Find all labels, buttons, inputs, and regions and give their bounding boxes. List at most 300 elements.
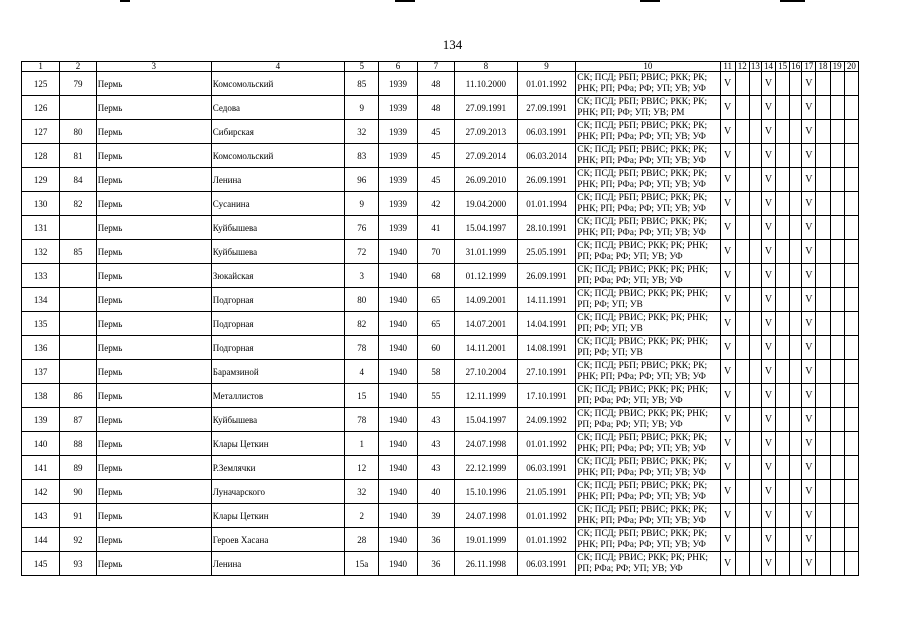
mark-cell-11: V [720, 240, 735, 264]
date2-cell: 01.01.1992 [517, 72, 576, 96]
mark-cell-12 [735, 96, 749, 120]
codes-line: СК; ПСД; РБП; РВИС; РКК; РК; [577, 456, 708, 467]
date2-cell: 14.08.1991 [517, 336, 576, 360]
mark-cell-13 [749, 192, 761, 216]
mark-cell-19 [830, 312, 844, 336]
mark-cell-19 [830, 456, 844, 480]
mark-cell-19 [830, 216, 844, 240]
mark-cell-13 [749, 312, 761, 336]
row-number: 128 [22, 144, 60, 168]
codes-cell [576, 336, 720, 360]
column-header-5: 5 [345, 62, 379, 72]
column-header-15: 15 [776, 62, 790, 72]
value-cell: 70 [417, 240, 454, 264]
codes-cell [576, 408, 720, 432]
secondary-number: 93 [60, 552, 96, 576]
mark-cell-12 [735, 336, 749, 360]
column-header-19: 19 [830, 62, 844, 72]
city-cell: Пермь [96, 192, 211, 216]
register-rows [22, 72, 859, 576]
street-cell: Героев Хасана [211, 528, 344, 552]
mark-cell-13 [749, 456, 761, 480]
codes-line: СК; ПСД; РБП; РВИС; РКК; РК; [577, 120, 708, 131]
mark-cell-20 [844, 384, 858, 408]
house-number-cell: 4 [345, 360, 379, 384]
column-header-20: 20 [844, 62, 858, 72]
row-number: 140 [22, 432, 60, 456]
column-header-12: 12 [735, 62, 749, 72]
year-cell: 1940 [379, 360, 417, 384]
mark-cell-20 [844, 192, 858, 216]
mark-cell-11: V [720, 216, 735, 240]
year-cell: 1939 [379, 120, 417, 144]
mark-cell-11: V [720, 480, 735, 504]
mark-cell-16 [790, 408, 802, 432]
row-number: 142 [22, 480, 60, 504]
secondary-number [60, 216, 96, 240]
mark-cell-16 [790, 240, 802, 264]
mark-cell-11: V [720, 168, 735, 192]
date2-cell: 21.05.1991 [517, 480, 576, 504]
column-header-10: 10 [576, 62, 720, 72]
codes-line: СК; ПСД; РБП; РВИС; РКК; РК; [577, 360, 708, 371]
mark-cell-17: V [802, 456, 816, 480]
value-cell: 36 [417, 552, 454, 576]
street-cell: Куйбышева [211, 240, 344, 264]
mark-cell-19 [830, 552, 844, 576]
mark-cell-13 [749, 240, 761, 264]
city-cell: Пермь [96, 288, 211, 312]
year-cell: 1940 [379, 240, 417, 264]
date2-cell: 26.09.1991 [517, 264, 576, 288]
mark-cell-17: V [802, 552, 816, 576]
house-number-cell: 9 [345, 96, 379, 120]
mark-cell-11: V [720, 192, 735, 216]
street-cell: Седова [211, 96, 344, 120]
mark-cell-14: V [761, 72, 775, 96]
table-row [22, 96, 859, 120]
date2-cell: 26.09.1991 [517, 168, 576, 192]
mark-cell-12 [735, 408, 749, 432]
value-cell: 60 [417, 336, 454, 360]
row-number: 135 [22, 312, 60, 336]
codes-line: СК; ПСД; РБП; РВИС; РКК; РК; [577, 504, 708, 515]
row-number: 139 [22, 408, 60, 432]
codes-line: СК; ПСД; РБП; РВИС; РКК; РК; [577, 432, 708, 443]
codes-line: РНК; РП; РФа; РФ; УП; УВ; УФ [577, 491, 706, 502]
codes-line: СК; ПСД; РБП; РВИС; РКК; РК; [577, 480, 708, 491]
table-row [22, 408, 859, 432]
secondary-number: 87 [60, 408, 96, 432]
secondary-number [60, 336, 96, 360]
mark-cell-15 [776, 216, 790, 240]
value-cell: 48 [417, 72, 454, 96]
codes-line: СК; ПСД; РВИС; РКК; РК; РНК; [577, 240, 708, 251]
mark-cell-19 [830, 384, 844, 408]
year-cell: 1940 [379, 480, 417, 504]
mark-cell-13 [749, 360, 761, 384]
column-header-3: 3 [96, 62, 211, 72]
mark-cell-12 [735, 240, 749, 264]
mark-cell-16 [790, 336, 802, 360]
mark-cell-15 [776, 168, 790, 192]
column-header-8: 8 [455, 62, 518, 72]
house-number-cell: 1 [345, 432, 379, 456]
mark-cell-20 [844, 312, 858, 336]
row-number: 129 [22, 168, 60, 192]
codes-cell [576, 528, 720, 552]
mark-cell-15 [776, 384, 790, 408]
city-cell: Пермь [96, 264, 211, 288]
mark-cell-14: V [761, 408, 775, 432]
date-cell: 26.09.2010 [455, 168, 518, 192]
page-top-edge-marks [0, 0, 905, 4]
house-number-cell: 80 [345, 288, 379, 312]
mark-cell-14: V [761, 216, 775, 240]
mark-cell-17: V [802, 144, 816, 168]
value-cell: 36 [417, 528, 454, 552]
mark-cell-16 [790, 288, 802, 312]
mark-cell-18 [816, 240, 830, 264]
value-cell: 41 [417, 216, 454, 240]
date2-cell: 06.03.1991 [517, 120, 576, 144]
mark-cell-14: V [761, 96, 775, 120]
street-cell: Ленина [211, 552, 344, 576]
year-cell: 1939 [379, 144, 417, 168]
mark-cell-15 [776, 120, 790, 144]
row-number: 133 [22, 264, 60, 288]
codes-cell [576, 360, 720, 384]
mark-cell-18 [816, 312, 830, 336]
codes-cell [576, 120, 720, 144]
mark-cell-14: V [761, 480, 775, 504]
date2-cell: 01.01.1992 [517, 528, 576, 552]
year-cell: 1940 [379, 264, 417, 288]
codes-line: СК; ПСД; РВИС; РКК; РК; РНК; [577, 408, 708, 419]
mark-cell-15 [776, 552, 790, 576]
mark-cell-12 [735, 360, 749, 384]
codes-cell [576, 144, 720, 168]
column-header-13: 13 [750, 61, 760, 71]
table-row [22, 216, 859, 240]
mark-cell-18 [816, 456, 830, 480]
secondary-number [60, 360, 96, 384]
mark-cell-18 [816, 336, 830, 360]
mark-cell-19 [830, 144, 844, 168]
mark-cell-18 [816, 168, 830, 192]
codes-line: СК; ПСД; РБП; РВИС; РКК; РК; [577, 72, 708, 83]
mark-cell-20 [844, 504, 858, 528]
mark-cell-19 [830, 192, 844, 216]
value-cell: 42 [417, 192, 454, 216]
codes-line: СК; ПСД; РВИС; РКК; РК; РНК; [577, 288, 708, 299]
column-number-header-row [22, 62, 859, 72]
mark-cell-12 [735, 192, 749, 216]
mark-cell-11: V [720, 120, 735, 144]
mark-cell-17: V [802, 216, 816, 240]
mark-cell-13 [749, 336, 761, 360]
codes-line: СК; ПСД; РВИС; РКК; РК; РНК; [577, 336, 708, 347]
mark-cell-15 [776, 96, 790, 120]
mark-cell-19 [830, 240, 844, 264]
year-cell: 1940 [379, 432, 417, 456]
mark-cell-13 [749, 528, 761, 552]
city-cell: Пермь [96, 360, 211, 384]
mark-cell-11: V [720, 552, 735, 576]
secondary-number: 89 [60, 456, 96, 480]
mark-cell-17: V [802, 72, 816, 96]
date2-cell: 01.01.1994 [517, 192, 576, 216]
codes-line: РП; РФа; РФ; УП; УВ; УФ [577, 395, 683, 406]
year-cell: 1940 [379, 384, 417, 408]
mark-cell-18 [816, 552, 830, 576]
date-cell: 19.01.1999 [455, 528, 518, 552]
mark-cell-18 [816, 72, 830, 96]
street-cell: Комсомольский [211, 72, 344, 96]
codes-cell [576, 456, 720, 480]
mark-cell-20 [844, 408, 858, 432]
mark-cell-16 [790, 456, 802, 480]
codes-cell [576, 480, 720, 504]
row-number: 137 [22, 360, 60, 384]
codes-line: РНК; РП; РФа; РФ; УП; УВ; УФ [577, 203, 706, 214]
table-row [22, 480, 859, 504]
date2-cell: 06.03.1991 [517, 456, 576, 480]
mark-cell-11: V [720, 72, 735, 96]
mark-cell-16 [790, 384, 802, 408]
column-header-6: 6 [379, 62, 417, 72]
mark-cell-11: V [720, 360, 735, 384]
house-number-cell: 32 [345, 480, 379, 504]
mark-cell-14: V [761, 168, 775, 192]
house-number-cell: 28 [345, 528, 379, 552]
mark-cell-20 [844, 528, 858, 552]
column-header-1: 1 [22, 62, 60, 72]
house-number-cell: 15а [345, 552, 379, 576]
mark-cell-12 [735, 312, 749, 336]
date-cell: 31.01.1999 [455, 240, 518, 264]
street-cell: Комсомольский [211, 144, 344, 168]
column-header-4: 4 [211, 62, 344, 72]
date2-cell: 17.10.1991 [517, 384, 576, 408]
mark-cell-19 [830, 408, 844, 432]
mark-cell-14: V [761, 456, 775, 480]
date-cell: 15.10.1996 [455, 480, 518, 504]
date-cell: 14.07.2001 [455, 312, 518, 336]
mark-cell-20 [844, 240, 858, 264]
mark-cell-18 [816, 96, 830, 120]
date-cell: 27.09.2013 [455, 120, 518, 144]
house-number-cell: 85 [345, 72, 379, 96]
mark-cell-12 [735, 144, 749, 168]
mark-cell-18 [816, 288, 830, 312]
codes-cell [576, 384, 720, 408]
mark-cell-16 [790, 216, 802, 240]
mark-cell-14: V [761, 504, 775, 528]
date-cell: 27.10.2004 [455, 360, 518, 384]
row-number: 132 [22, 240, 60, 264]
table-row [22, 360, 859, 384]
codes-line: РП; РФа; РФ; УП; УВ; УФ [577, 251, 683, 262]
mark-cell-17: V [802, 384, 816, 408]
mark-cell-17: V [802, 120, 816, 144]
mark-cell-20 [844, 456, 858, 480]
mark-cell-16 [790, 144, 802, 168]
value-cell: 65 [417, 312, 454, 336]
row-number: 136 [22, 336, 60, 360]
street-cell: Барамзиной [211, 360, 344, 384]
date-cell: 14.09.2001 [455, 288, 518, 312]
mark-cell-14: V [761, 384, 775, 408]
codes-line: РНК; РП; РФа; РФ; УП; УВ; УФ [577, 83, 706, 94]
secondary-number: 81 [60, 144, 96, 168]
value-cell: 40 [417, 480, 454, 504]
table-row [22, 384, 859, 408]
codes-line: СК; ПСД; РВИС; РКК; РК; РНК; [577, 264, 708, 275]
mark-cell-16 [790, 504, 802, 528]
row-number: 138 [22, 384, 60, 408]
mark-cell-16 [790, 312, 802, 336]
mark-cell-14: V [761, 144, 775, 168]
date-cell: 15.04.1997 [455, 216, 518, 240]
city-cell: Пермь [96, 384, 211, 408]
mark-cell-18 [816, 192, 830, 216]
street-cell: Сибирская [211, 120, 344, 144]
year-cell: 1939 [379, 96, 417, 120]
column-header-18: 18 [816, 62, 830, 72]
codes-cell [576, 96, 720, 120]
mark-cell-12 [735, 552, 749, 576]
table-row [22, 336, 859, 360]
mark-cell-13 [749, 552, 761, 576]
date-cell: 01.12.1999 [455, 264, 518, 288]
mark-cell-15 [776, 264, 790, 288]
mark-cell-15 [776, 288, 790, 312]
street-cell: Зюкайская [211, 264, 344, 288]
mark-cell-14: V [761, 432, 775, 456]
mark-cell-20 [844, 432, 858, 456]
year-cell: 1940 [379, 552, 417, 576]
city-cell: Пермь [96, 240, 211, 264]
mark-cell-11: V [720, 312, 735, 336]
mark-cell-13 [749, 72, 761, 96]
table-row [22, 456, 859, 480]
city-cell: Пермь [96, 120, 211, 144]
mark-cell-19 [830, 168, 844, 192]
street-cell: Сусанина [211, 192, 344, 216]
date-cell: 24.07.1998 [455, 504, 518, 528]
mark-cell-13 [749, 264, 761, 288]
value-cell: 43 [417, 408, 454, 432]
mark-cell-16 [790, 96, 802, 120]
codes-line: РП; РФ; УП; УВ [577, 347, 643, 358]
mark-cell-14: V [761, 552, 775, 576]
mark-cell-12 [735, 384, 749, 408]
date2-cell: 28.10.1991 [517, 216, 576, 240]
table-row [22, 528, 859, 552]
mark-cell-15 [776, 408, 790, 432]
table-row [22, 504, 859, 528]
mark-cell-20 [844, 336, 858, 360]
house-number-cell: 72 [345, 240, 379, 264]
mark-cell-20 [844, 288, 858, 312]
mark-cell-14: V [761, 264, 775, 288]
mark-cell-13 [749, 504, 761, 528]
mark-cell-14: V [761, 288, 775, 312]
row-number: 131 [22, 216, 60, 240]
mark-cell-13 [749, 96, 761, 120]
mark-cell-12 [735, 168, 749, 192]
city-cell: Пермь [96, 408, 211, 432]
mark-cell-12 [735, 264, 749, 288]
secondary-number: 90 [60, 480, 96, 504]
mark-cell-15 [776, 240, 790, 264]
year-cell: 1940 [379, 528, 417, 552]
mark-cell-12 [735, 72, 749, 96]
mark-cell-16 [790, 552, 802, 576]
value-cell: 43 [417, 432, 454, 456]
mark-cell-16 [790, 72, 802, 96]
mark-cell-13 [749, 216, 761, 240]
codes-cell [576, 192, 720, 216]
mark-cell-17: V [802, 360, 816, 384]
secondary-number: 84 [60, 168, 96, 192]
codes-line: РНК; РП; РФа; РФ; УП; УВ; УФ [577, 155, 706, 166]
value-cell: 43 [417, 456, 454, 480]
mark-cell-18 [816, 120, 830, 144]
mark-cell-20 [844, 216, 858, 240]
mark-cell-16 [790, 528, 802, 552]
mark-cell-13 [749, 384, 761, 408]
city-cell: Пермь [96, 72, 211, 96]
secondary-number: 92 [60, 528, 96, 552]
value-cell: 48 [417, 96, 454, 120]
value-cell: 45 [417, 120, 454, 144]
house-number-cell: 82 [345, 312, 379, 336]
mark-cell-18 [816, 432, 830, 456]
codes-line: РНК; РП; РФа; РФ; УП; УВ; УФ [577, 131, 706, 142]
mark-cell-15 [776, 456, 790, 480]
table-row [22, 144, 859, 168]
mark-cell-11: V [720, 432, 735, 456]
row-number: 125 [22, 72, 60, 96]
mark-cell-18 [816, 360, 830, 384]
codes-cell [576, 504, 720, 528]
secondary-number: 82 [60, 192, 96, 216]
table-row [22, 120, 859, 144]
date2-cell: 14.04.1991 [517, 312, 576, 336]
mark-cell-18 [816, 264, 830, 288]
codes-line: СК; ПСД; РБП; РВИС; РКК; РК; [577, 528, 708, 539]
date2-cell: 27.10.1991 [517, 360, 576, 384]
row-number: 134 [22, 288, 60, 312]
codes-cell [576, 240, 720, 264]
codes-line: СК; ПСД; РВИС; РКК; РК; РНК; [577, 384, 708, 395]
mark-cell-17: V [802, 288, 816, 312]
mark-cell-16 [790, 120, 802, 144]
house-number-cell: 78 [345, 408, 379, 432]
mark-cell-20 [844, 144, 858, 168]
city-cell: Пермь [96, 480, 211, 504]
mark-cell-15 [776, 312, 790, 336]
date2-cell: 06.03.1991 [517, 552, 576, 576]
row-number: 143 [22, 504, 60, 528]
date-cell: 22.12.1999 [455, 456, 518, 480]
mark-cell-15 [776, 360, 790, 384]
mark-cell-14: V [761, 336, 775, 360]
street-cell: Куйбышева [211, 408, 344, 432]
table-row [22, 72, 859, 96]
